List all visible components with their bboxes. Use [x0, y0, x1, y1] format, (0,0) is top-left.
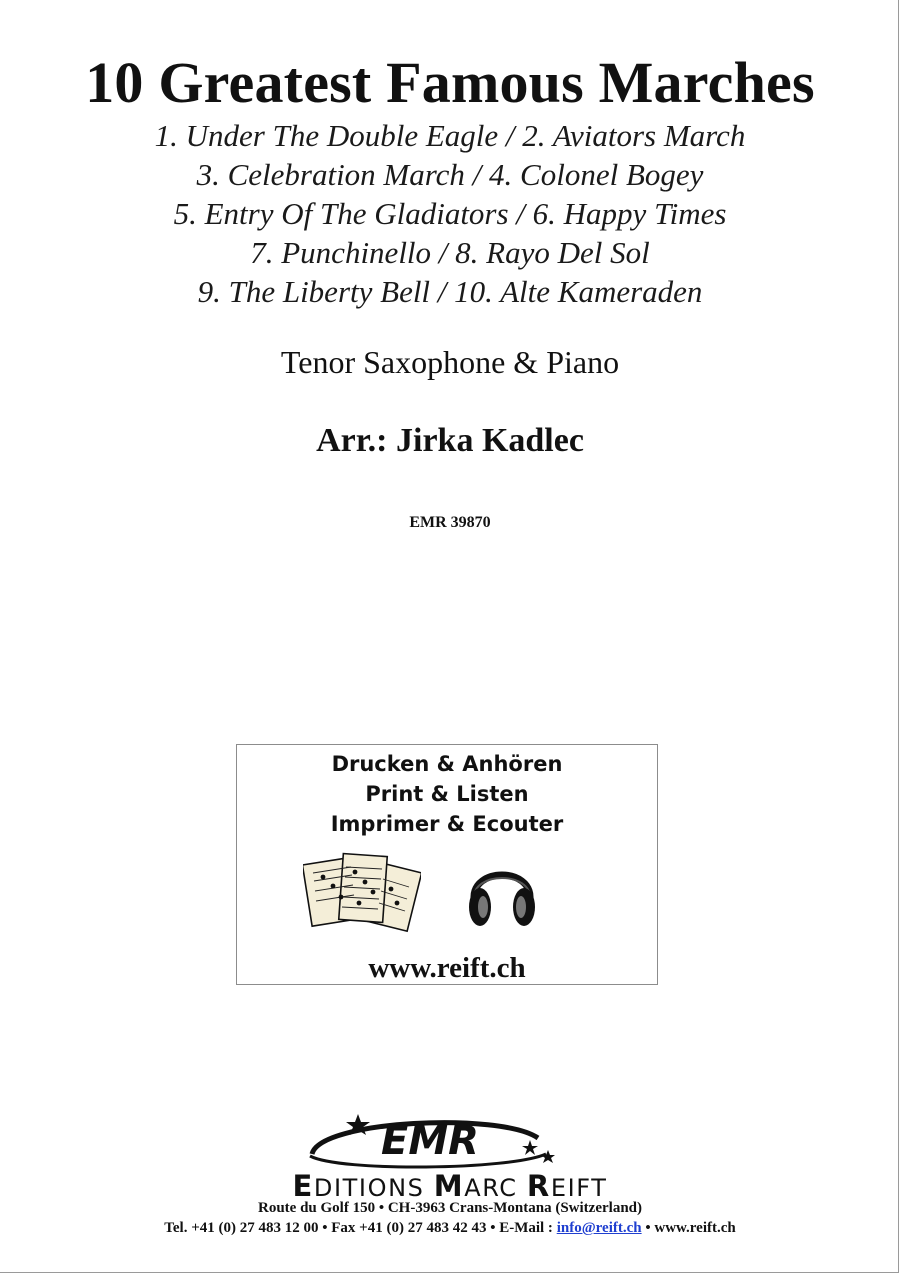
- march-line: 3. Celebration March / 4. Colonel Bogey: [196, 157, 704, 192]
- logo-text: EMR: [381, 1118, 479, 1164]
- sheet-music-icon: [303, 851, 421, 939]
- march-line: 9. The Liberty Bell / 10. Alte Kameraden: [197, 274, 703, 309]
- march-line: 1. Under The Double Eagle / 2. Aviators March: [154, 118, 746, 153]
- contact-phone-fax: Tel. +41 (0) 27 483 12 00 • Fax +41 (0) 27 483 42 43 • E-Mail :: [164, 1220, 557, 1236]
- headphones-icon: [466, 853, 538, 933]
- march-line: 7. Punchinello / 8. Rayo Del Sol: [250, 235, 650, 270]
- publisher-contact: [0, 1218, 900, 1238]
- publisher-name-initial: R: [526, 1169, 551, 1203]
- publisher-name-part: DITIONS: [313, 1174, 434, 1202]
- publisher-address: Route du Golf 150 • CH-3963 Crans-Montana (Switzerland): [258, 1200, 642, 1216]
- promo-line-french: Imprimer & Ecouter: [330, 812, 564, 836]
- publisher-name-part: EIFT: [550, 1174, 608, 1202]
- march-line: 5. Entry Of The Gladiators / 6. Happy Times: [173, 196, 727, 231]
- page-title: 10 Greatest Famous Marches: [85, 50, 815, 115]
- promo-website-link[interactable]: www.reift.ch: [368, 952, 526, 984]
- promo-line-english: Print & Listen: [365, 782, 529, 806]
- promo-line-german: Drucken & Anhören: [331, 752, 563, 776]
- arranger: Arr.: Jirka Kadlec: [316, 422, 584, 459]
- march-list: [0, 116, 900, 311]
- emr-logo: [300, 1110, 570, 1174]
- publisher-name-initial: M: [433, 1169, 465, 1203]
- publisher-name-part: ARC: [464, 1174, 527, 1202]
- contact-website[interactable]: • www.reift.ch: [641, 1220, 736, 1236]
- print-listen-box[interactable]: [236, 744, 658, 985]
- email-link[interactable]: info@reift.ch: [556, 1220, 642, 1236]
- catalog-number: EMR 39870: [409, 514, 491, 531]
- publisher-name-initial: E: [292, 1169, 314, 1203]
- instrumentation: Tenor Saxophone & Piano: [280, 344, 620, 380]
